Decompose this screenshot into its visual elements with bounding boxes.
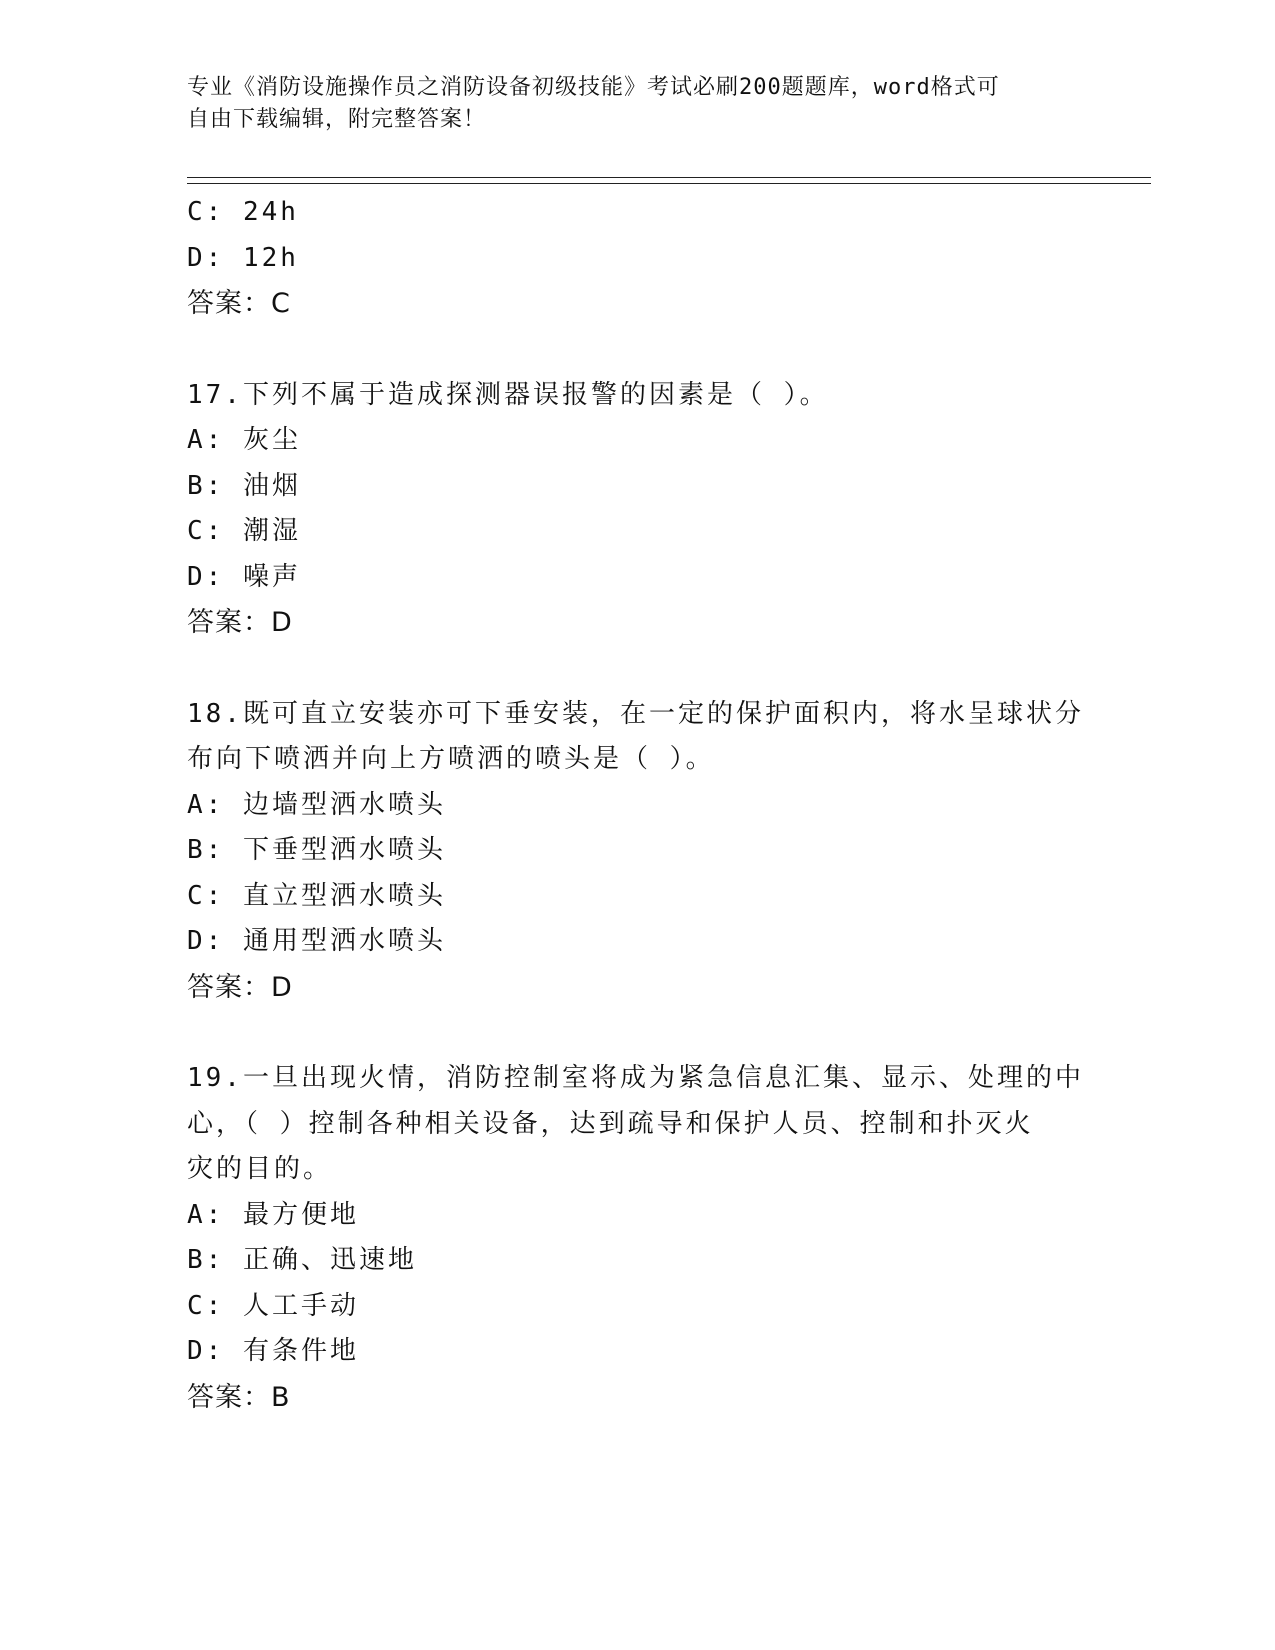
question-content: [187, 190, 1087, 1420]
option-d: D: 有条件地: [187, 1336, 359, 1366]
answer-line: 答案：C: [187, 288, 291, 319]
header-line-1: 专业《消防设施操作员之消防设备初级技能》考试必刷200题题库，word格式可: [187, 75, 1000, 100]
previous-question-tail: [187, 190, 1087, 327]
answer-line: 答案：D: [187, 607, 293, 638]
question-text-line-3: 灾的目的。: [187, 1154, 333, 1184]
option-d: D: 通用型洒水喷头: [187, 926, 446, 956]
header-double-rule: [187, 177, 1151, 184]
option-d: D: 12h: [187, 242, 299, 273]
document-header: [187, 72, 1087, 136]
header-line-2: 自由下载编辑，附完整答案！: [187, 107, 487, 132]
option-c: C: 24h: [187, 197, 299, 227]
question-text-line-1: 19.一旦出现火情，消防控制室将成为紧急信息汇集、显示、处理的中: [187, 1063, 1084, 1093]
option-c: C: 直立型洒水喷头: [187, 880, 446, 911]
option-b: B: 正确、迅速地: [187, 1245, 417, 1275]
answer-line: 答案：D: [187, 971, 293, 1003]
option-c: C: 人工手动: [187, 1290, 359, 1321]
option-c: C: 潮湿: [187, 516, 301, 546]
option-a: A: 灰尘: [187, 425, 301, 455]
question-19: [187, 1056, 1087, 1420]
question-text-line-2: 布向下喷洒并向上方喷洒的喷头是（ ）。: [187, 744, 715, 774]
question-18: [187, 692, 1087, 1011]
option-a: A: 边墙型洒水喷头: [187, 789, 446, 820]
question-text-line-2: 心，（ ）控制各种相关设备，达到疏导和保护人员、控制和扑灭火: [187, 1108, 1034, 1139]
question-17: [187, 373, 1087, 646]
option-d: D: 噪声: [187, 561, 301, 592]
question-text: 17.下列不属于造成探测器误报警的因素是（ ）。: [187, 379, 829, 410]
option-b: B: 油烟: [187, 470, 301, 501]
answer-line: 答案：B: [187, 1381, 291, 1413]
option-b: B: 下垂型洒水喷头: [187, 835, 446, 865]
option-a: A: 最方便地: [187, 1199, 359, 1230]
question-text-line-1: 18.既可直立安装亦可下垂安装，在一定的保护面积内，将水呈球状分: [187, 698, 1084, 729]
